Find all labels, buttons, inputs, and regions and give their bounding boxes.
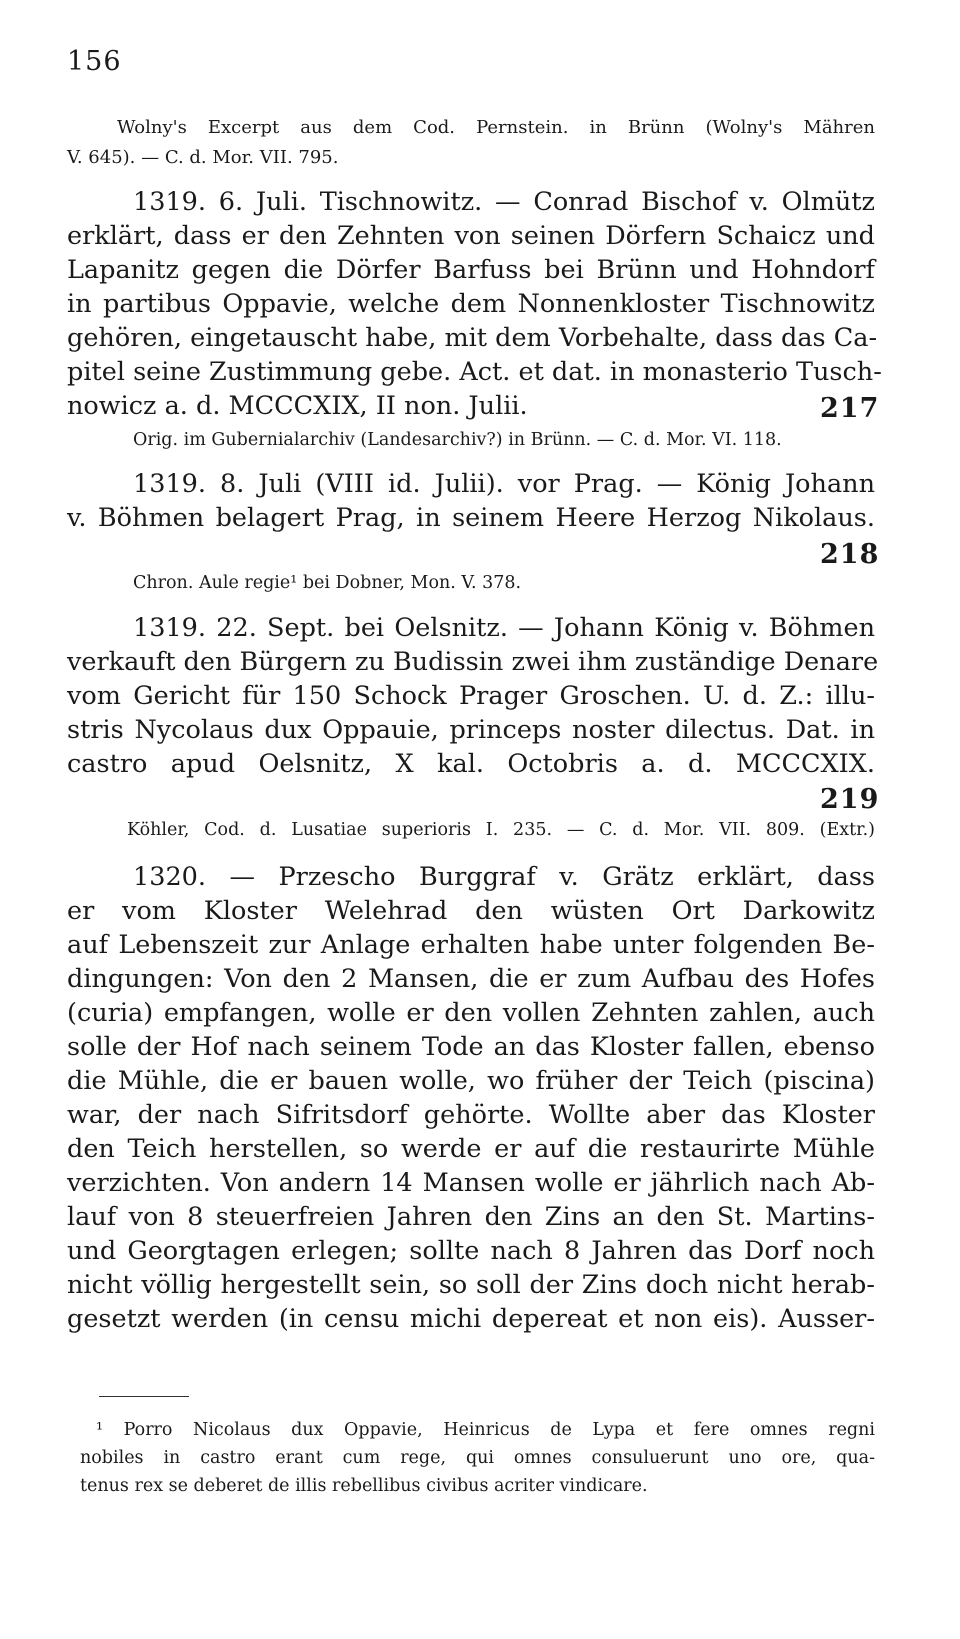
entry-line: und Georgtagen erlegen; sollte nach 8 Jahren das Dorf noch xyxy=(67,1236,875,1266)
entry-line: castro apud Oelsnitz, X kal. Octobris a. d. MCCCXIX. xyxy=(67,749,875,779)
footnote-line: ¹ Porro Nicolaus dux Oppavie, Heinricus de Lypa et fere omnes regni xyxy=(96,1420,875,1440)
source-line: Wolny's Excerpt aus dem Cod. Pernstein. in Brünn (Wolny's Mähren xyxy=(117,117,875,138)
entry-number: 218 xyxy=(820,539,880,570)
footnote-line: nobiles in castro erant cum rege, qui omnes consuluerunt uno ore, qua- xyxy=(80,1448,875,1468)
entry-line: stris Nycolaus dux Oppauie, princeps noster dilectus. Dat. in xyxy=(67,715,875,745)
source-citation: Orig. im Gubernialarchiv (Landesarchiv?) in Brünn. — C. d. Mor. VI. 118. xyxy=(133,430,782,450)
entry-line: gehören, eingetauscht habe, mit dem Vorbehalte, dass das Ca- xyxy=(67,323,878,353)
entry-line: nowicz a. d. MCCCXIX, II non. Julii. xyxy=(67,391,528,421)
entry-line: dingungen: Von den 2 Mansen, die er zum Aufbau des Hofes xyxy=(67,964,875,994)
entry-line: 1320. — Przescho Burggraf v. Grätz erklärt, dass xyxy=(133,862,875,892)
entry-line: vom Gericht für 150 Schock Prager Groschen. U. d. Z.: illu- xyxy=(67,681,875,711)
source-citation: Köhler, Cod. d. Lusatiae superioris I. 235. — C. d. Mor. VII. 809. (Extr.) xyxy=(127,820,875,840)
entry-line: 1319. 6. Juli. Tischnowitz. — Conrad Bischof v. Olmütz xyxy=(133,187,875,217)
entry-line: v. Böhmen belagert Prag, in seinem Heere Herzog Nikolaus. xyxy=(67,503,875,533)
entry-line: (curia) empfangen, wolle er den vollen Zehnten zahlen, auch xyxy=(67,998,875,1028)
source-line: V. 645). — C. d. Mor. VII. 795. xyxy=(67,147,339,168)
entry-line: pitel seine Zustimmung gebe. Act. et dat. in monasterio Tusch- xyxy=(67,357,882,387)
page-number: 156 xyxy=(67,46,122,77)
entry-line: Lapanitz gegen die Dörfer Barfuss bei Brünn und Hohndorf xyxy=(67,255,875,285)
entry-line: solle der Hof nach seinem Tode an das Kloster fallen, ebenso xyxy=(67,1032,875,1062)
source-citation: Chron. Aule regie¹ bei Dobner, Mon. V. 378. xyxy=(133,573,522,593)
entry-line: in partibus Oppavie, welche dem Nonnenkloster Tischnowitz xyxy=(67,289,875,319)
entry-line: 1319. 8. Juli (VIII id. Julii). vor Prag. — König Johann xyxy=(133,469,875,499)
entry-line: verkauft den Bürgern zu Budissin zwei ihm zuständige Denare xyxy=(67,647,879,677)
entry-line: verzichten. Von andern 14 Mansen wolle er jährlich nach Ab- xyxy=(67,1168,875,1198)
footnote-rule xyxy=(99,1396,189,1397)
entry-number: 219 xyxy=(820,784,880,815)
entry-line: erklärt, dass er den Zehnten von seinen Dörfern Schaicz und xyxy=(67,221,875,251)
footnote-line: tenus rex se deberet de illis rebellibus civibus acriter vindicare. xyxy=(80,1476,648,1496)
entry-line: nicht völlig hergestellt sein, so soll der Zins doch nicht herab- xyxy=(67,1270,875,1300)
entry-line: gesetzt werden (in censu michi depereat et non eis). Ausser- xyxy=(67,1304,875,1334)
entry-line: lauf von 8 steuerfreien Jahren den Zins an den St. Martins- xyxy=(67,1202,875,1232)
entry-line: er vom Kloster Welehrad den wüsten Ort Darkowitz xyxy=(67,896,875,926)
entry-line: den Teich herstellen, so werde er auf die restaurirte Mühle xyxy=(67,1134,875,1164)
entry-line: die Mühle, die er bauen wolle, wo früher der Teich (piscina) xyxy=(67,1066,875,1096)
entry-number: 217 xyxy=(820,393,880,424)
entry-line: war, der nach Sifritsdorf gehörte. Wollte aber das Kloster xyxy=(67,1100,875,1130)
entry-line: 1319. 22. Sept. bei Oelsnitz. — Johann König v. Böhmen xyxy=(133,613,875,643)
entry-line: auf Lebenszeit zur Anlage erhalten habe unter folgenden Be- xyxy=(67,930,875,960)
